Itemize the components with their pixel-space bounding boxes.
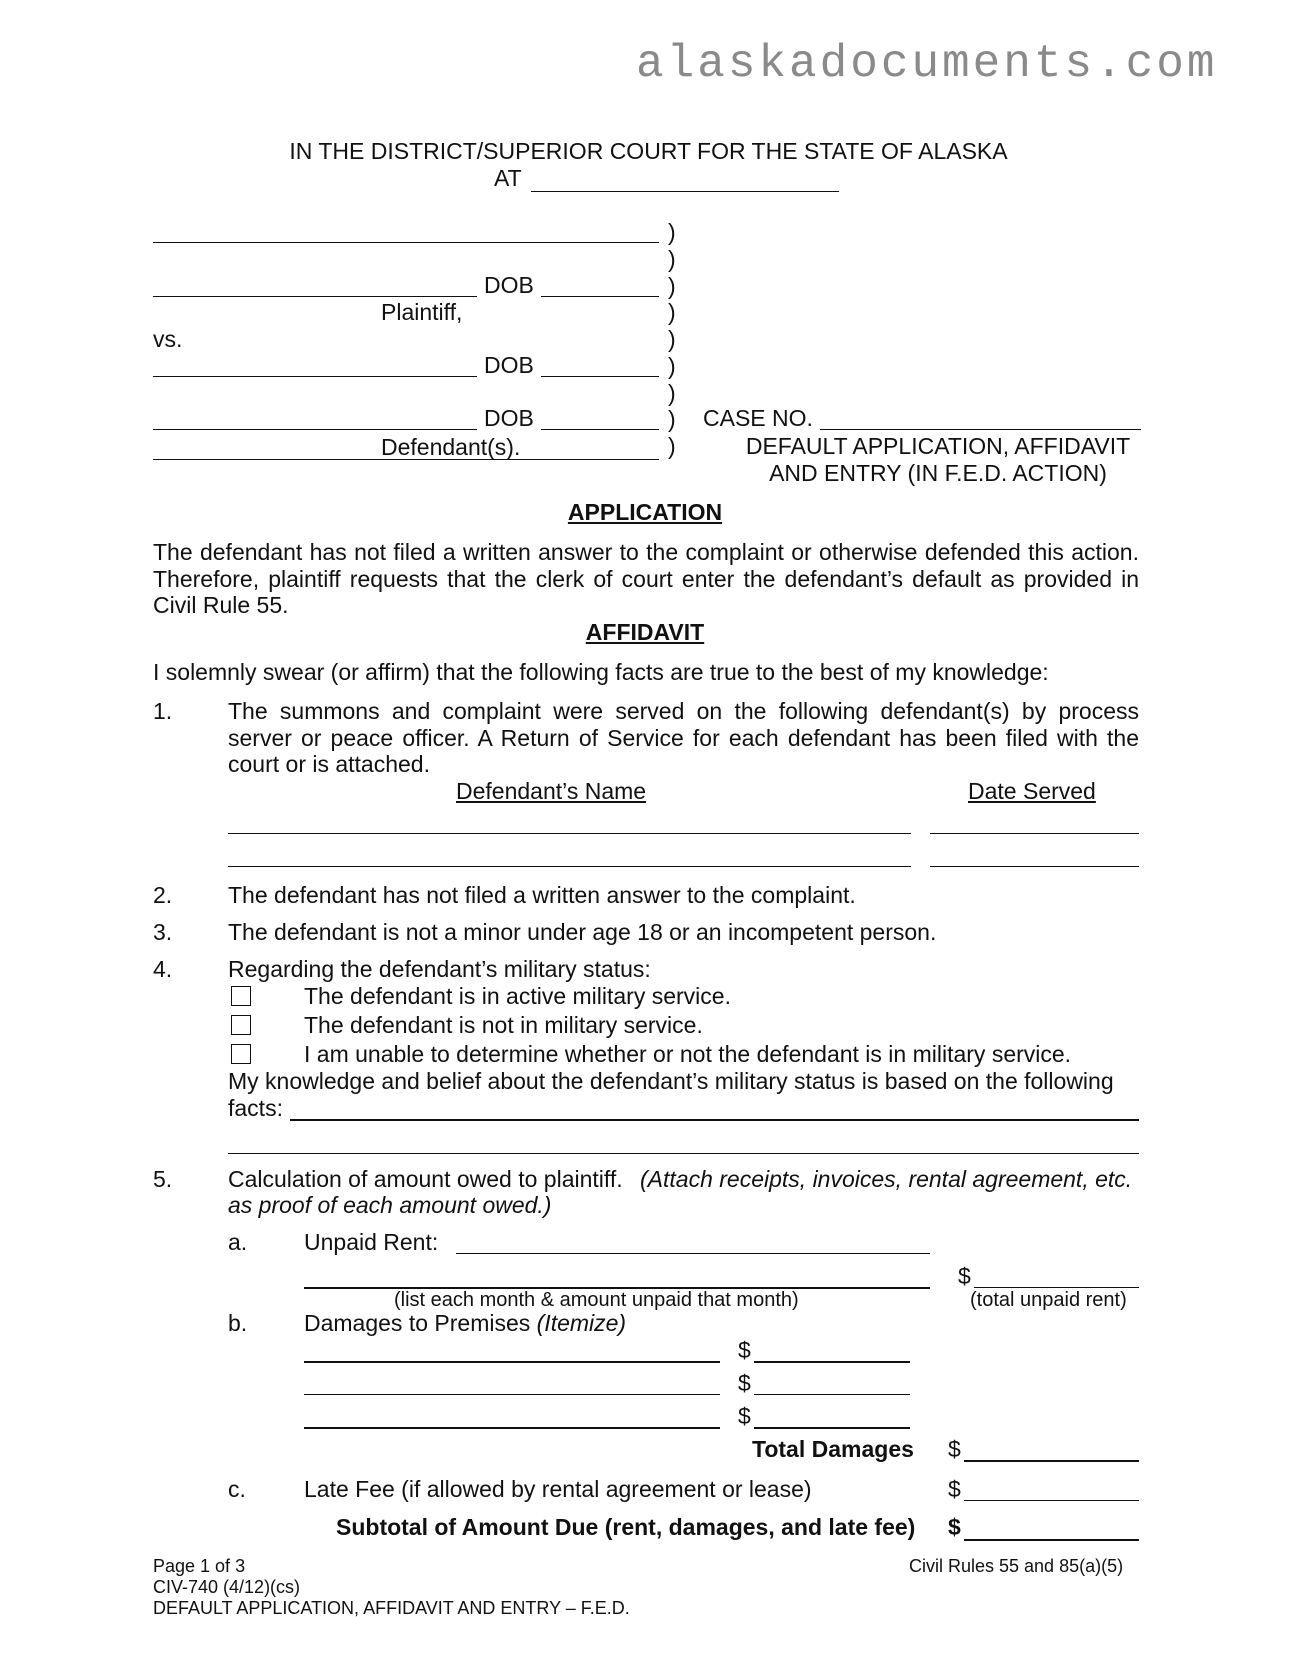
dollar-sign: $ [738, 1370, 751, 1396]
watermark-text: alaskadocuments.com [636, 38, 1218, 90]
defendant-name-field-2[interactable] [153, 429, 477, 430]
damage-amount-field-2[interactable] [754, 1394, 910, 1395]
item-number: 4. [153, 956, 173, 982]
footer-form-title: DEFAULT APPLICATION, AFFIDAVIT AND ENTRY – F.E.D. [153, 1598, 630, 1618]
itemize-note: (Itemize) [536, 1310, 627, 1336]
court-at-label: AT [494, 165, 522, 191]
total-damages-label: Total Damages [752, 1436, 914, 1462]
damage-item-field-3[interactable] [304, 1427, 720, 1429]
item-number: 1. [153, 698, 173, 724]
item-number: 5. [153, 1166, 173, 1192]
military-basis-text-line2: facts: [228, 1095, 283, 1121]
defendant-name-column-header: Defendant’s Name [456, 778, 647, 804]
item3-text: The defendant is not a minor under age 18 or an incompetent person. [228, 919, 937, 945]
item5-text: Calculation of amount owed to plaintiff. [228, 1166, 623, 1192]
date-served-field-2[interactable] [930, 866, 1139, 867]
dollar-sign: $ [948, 1436, 961, 1462]
dollar-sign: $ [948, 1514, 961, 1540]
paren: ) [668, 353, 676, 379]
not-military-checkbox[interactable] [231, 1015, 251, 1035]
damage-amount-field-1[interactable] [754, 1361, 910, 1363]
plaintiff-name-field-2[interactable] [153, 296, 477, 297]
subtotal-label: Subtotal of Amount Due (rent, damages, and late fee) [336, 1514, 916, 1540]
dollar-sign: $ [738, 1403, 751, 1429]
paren: ) [668, 326, 676, 352]
defendant-caption-line [153, 459, 659, 460]
date-served-field-1[interactable] [930, 833, 1139, 834]
military-basis-field-2[interactable] [228, 1153, 1139, 1154]
damage-amount-field-3[interactable] [754, 1427, 910, 1429]
total-damages-field[interactable] [964, 1460, 1139, 1462]
footer-page-number: Page 1 of 3 [153, 1556, 246, 1576]
footer-form-number: CIV-740 (4/12)(cs) [153, 1577, 301, 1597]
dob-label: DOB [484, 272, 534, 298]
plaintiff-dob-field[interactable] [541, 296, 659, 297]
case-number-field[interactable] [820, 429, 1141, 430]
dollar-sign: $ [958, 1263, 971, 1289]
subtotal-field[interactable] [964, 1539, 1139, 1541]
court-title: IN THE DISTRICT/SUPERIOR COURT FOR THE STATE OF ALASKA [289, 138, 1008, 164]
vs-label: vs. [153, 326, 183, 352]
defendants-label: Defendant(s). [381, 434, 521, 460]
total-unpaid-rent-hint: (total unpaid rent) [970, 1289, 1127, 1311]
affidavit-heading: AFFIDAVIT [585, 619, 705, 645]
paren: ) [668, 299, 676, 325]
paren: ) [668, 433, 676, 459]
defendant-dob-field-1[interactable] [541, 376, 659, 377]
case-no-label: CASE NO. [703, 405, 813, 431]
item2-text: The defendant has not filed a written answer to the complaint. [228, 882, 856, 908]
item1-text-line2: server or peace officer. A Return of Service for each defendant has been filed with the [228, 725, 1139, 751]
military-basis-field-1[interactable] [290, 1119, 1139, 1121]
dollar-sign: $ [948, 1476, 961, 1502]
active-military-checkbox[interactable] [231, 986, 251, 1006]
late-fee-field[interactable] [964, 1500, 1139, 1501]
paren: ) [668, 273, 676, 299]
application-text-line1: The defendant has not filed a written answer to the complaint or otherwise defended this action. [153, 539, 1139, 565]
option-unable-to-determine: I am unable to determine whether or not the defendant is in military service. [304, 1041, 1072, 1067]
unpaid-rent-field-1[interactable] [456, 1253, 930, 1254]
served-defendant-name-field-2[interactable] [228, 866, 911, 867]
unpaid-rent-hint: (list each month & amount unpaid that month) [394, 1289, 799, 1311]
application-text-line3: Civil Rule 55. [153, 592, 289, 618]
application-heading: APPLICATION [567, 499, 723, 525]
application-text-line2: Therefore, plaintiff requests that the clerk of court enter the defendant’s default as provided in [153, 566, 1139, 592]
paren: ) [668, 406, 676, 432]
unable-to-determine-checkbox[interactable] [231, 1044, 251, 1064]
damages-label-text: Damages to Premises [304, 1310, 531, 1336]
affidavit-intro: I solemnly swear (or affirm) that the following facts are true to the best of my knowledge: [153, 659, 1049, 685]
option-not-military: The defendant is not in military service. [304, 1012, 703, 1038]
plaintiff-name-field[interactable] [153, 242, 659, 243]
sub-letter: a. [228, 1229, 248, 1255]
plaintiff-label: Plaintiff, [381, 299, 463, 325]
item4-text: Regarding the defendant’s military status: [228, 956, 651, 982]
item1-text-line3: court or is attached. [228, 751, 430, 777]
total-unpaid-rent-field[interactable] [974, 1287, 1139, 1288]
late-fee-label: Late Fee (if allowed by rental agreement or lease) [304, 1476, 812, 1502]
served-defendant-name-field-1[interactable] [228, 833, 911, 834]
dob-label: DOB [484, 352, 534, 378]
item-number: 3. [153, 919, 173, 945]
court-location-field[interactable] [531, 191, 839, 192]
defendant-name-field-1[interactable] [153, 376, 477, 377]
date-served-column-header: Date Served [968, 778, 1096, 804]
option-active-military: The defendant is in active military service. [304, 983, 731, 1009]
item5-attach-note: (Attach receipts, invoices, rental agreement, etc. [640, 1166, 1133, 1192]
damages-label [304, 1310, 626, 1336]
paren: ) [668, 380, 676, 406]
military-basis-text-line1: My knowledge and belief about the defendant’s military status is based on the following [228, 1068, 1114, 1094]
item5-attach-note-line2: as proof of each amount owed.) [228, 1192, 552, 1218]
item-number: 2. [153, 882, 173, 908]
document-title-line1: DEFAULT APPLICATION, AFFIDAVIT [745, 433, 1131, 459]
damage-item-field-1[interactable] [304, 1361, 720, 1363]
dob-label: DOB [484, 405, 534, 431]
footer-civil-rules: Civil Rules 55 and 85(a)(5) [909, 1556, 1124, 1576]
defendant-dob-field-2[interactable] [541, 429, 659, 430]
dollar-sign: $ [738, 1337, 751, 1363]
paren: ) [668, 246, 676, 272]
sub-letter: c. [228, 1476, 246, 1502]
damage-item-field-2[interactable] [304, 1394, 720, 1395]
sub-letter: b. [228, 1310, 248, 1336]
paren: ) [668, 219, 676, 245]
document-title-line2: AND ENTRY (IN F.E.D. ACTION) [769, 460, 1107, 486]
unpaid-rent-label: Unpaid Rent: [304, 1229, 439, 1255]
item1-text-line1: The summons and complaint were served on the following defendant(s) by process [228, 698, 1139, 724]
